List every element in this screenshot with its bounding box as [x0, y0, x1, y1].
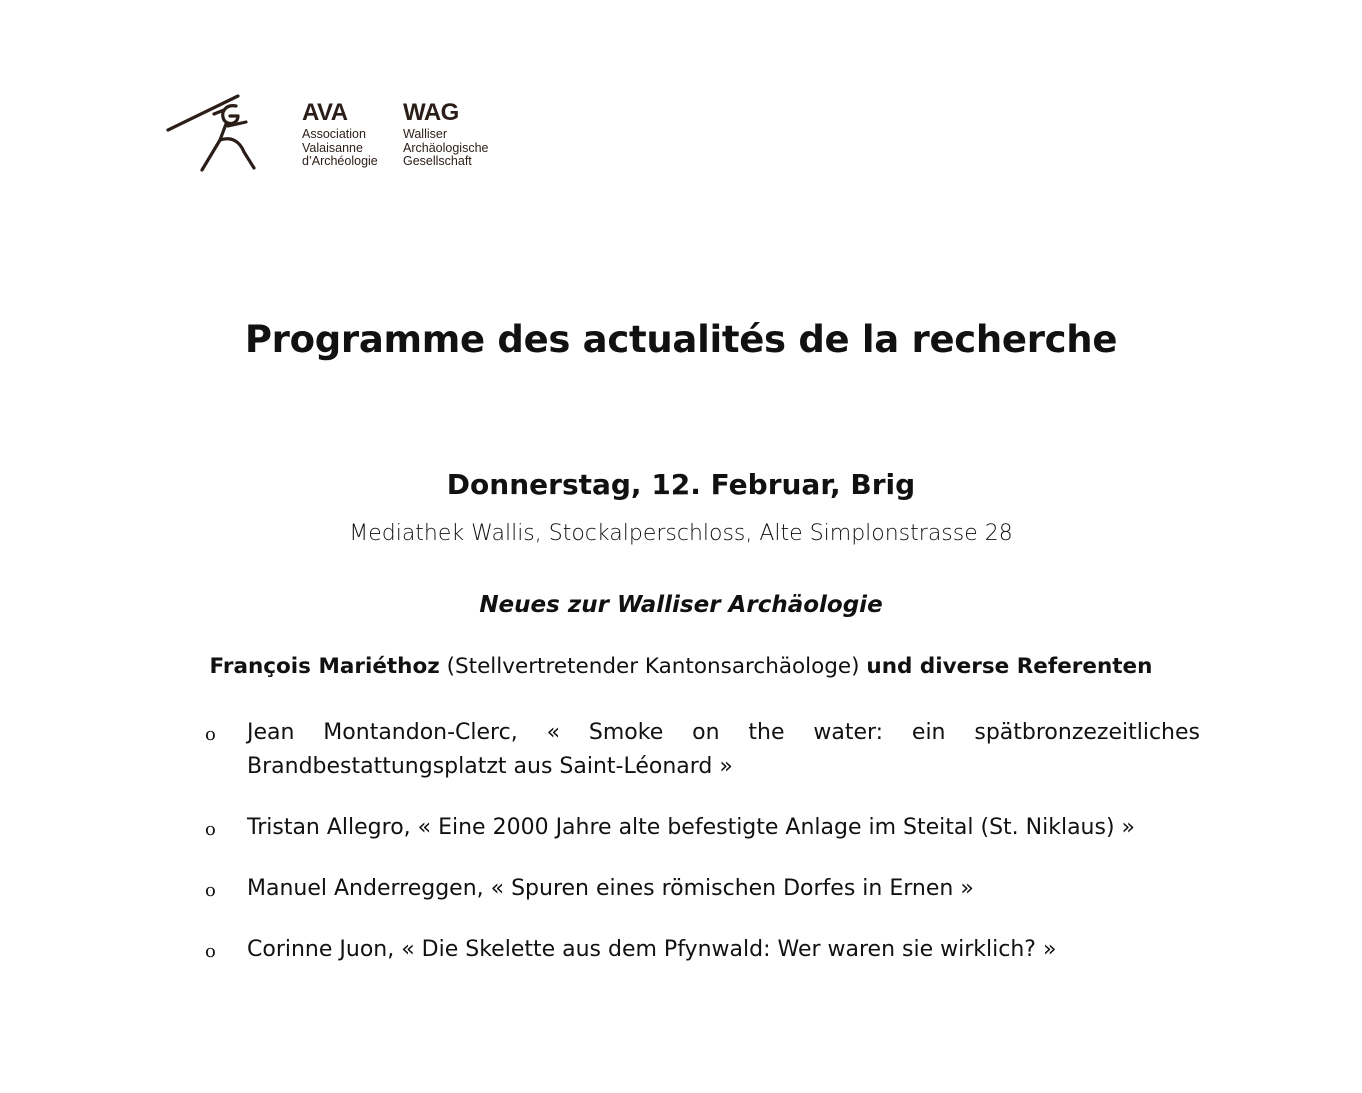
- main-speaker-name: François Mariéthoz: [209, 654, 440, 679]
- wag-name-line-3: Gesellschaft: [403, 154, 472, 168]
- wag-organization-block: [403, 100, 488, 169]
- ava-organization-block: [302, 100, 378, 169]
- talk-text: Corinne Juon, « Die Skelette aus dem Pfynwald: Wer waren sie wirklich? »: [247, 937, 1057, 962]
- bullet-icon: o: [205, 724, 216, 745]
- bullet-icon: o: [205, 819, 216, 840]
- page-title: Programme des actualités de la recherche: [244, 318, 1118, 361]
- talk-item: [205, 716, 1200, 784]
- ava-name-line-3: d’Archéologie: [302, 154, 378, 168]
- talk-list: [205, 716, 1200, 994]
- talk-item: [205, 933, 1200, 967]
- ava-name-line-1: Association: [302, 127, 366, 141]
- talk-text: Tristan Allegro, « Eine 2000 Jahre alte befestigte Anlage im Steital (St. Niklaus) »: [247, 815, 1135, 840]
- wag-abbreviation: WAG: [403, 99, 459, 126]
- ava-wag-logo-mark: [166, 92, 260, 176]
- bullet-icon: o: [205, 941, 216, 962]
- event-date-place: Donnerstag, 12. Februar, Brig: [446, 468, 916, 501]
- talk-text: Jean Montandon-Clerc, « Smoke on the water: ein spätbronzezeitliches Brandbestattungsplatzt aus Saint-Léonard »: [247, 720, 1200, 779]
- talk-item: [205, 872, 1200, 906]
- speakers-line: [0, 651, 1362, 683]
- bullet-icon: o: [205, 880, 216, 901]
- other-speakers: und diverse Referenten: [866, 654, 1153, 679]
- event-theme: Neues zur Walliser Archäologie: [479, 592, 883, 618]
- ava-abbreviation: AVA: [302, 99, 348, 126]
- wag-name-line-1: Walliser: [403, 127, 447, 141]
- talk-item: [205, 811, 1200, 845]
- talk-text: Manuel Anderreggen, « Spuren eines römischen Dorfes in Ernen »: [247, 876, 974, 901]
- event-venue: Mediathek Wallis, Stockalperschloss, Alte Simplonstrasse 28: [349, 521, 1013, 546]
- main-speaker-role: (Stellvertretender Kantonsarchäologe): [439, 654, 867, 679]
- ava-name-line-2: Valaisanne: [302, 140, 363, 155]
- wag-name-line-2: Archäologische: [403, 140, 489, 155]
